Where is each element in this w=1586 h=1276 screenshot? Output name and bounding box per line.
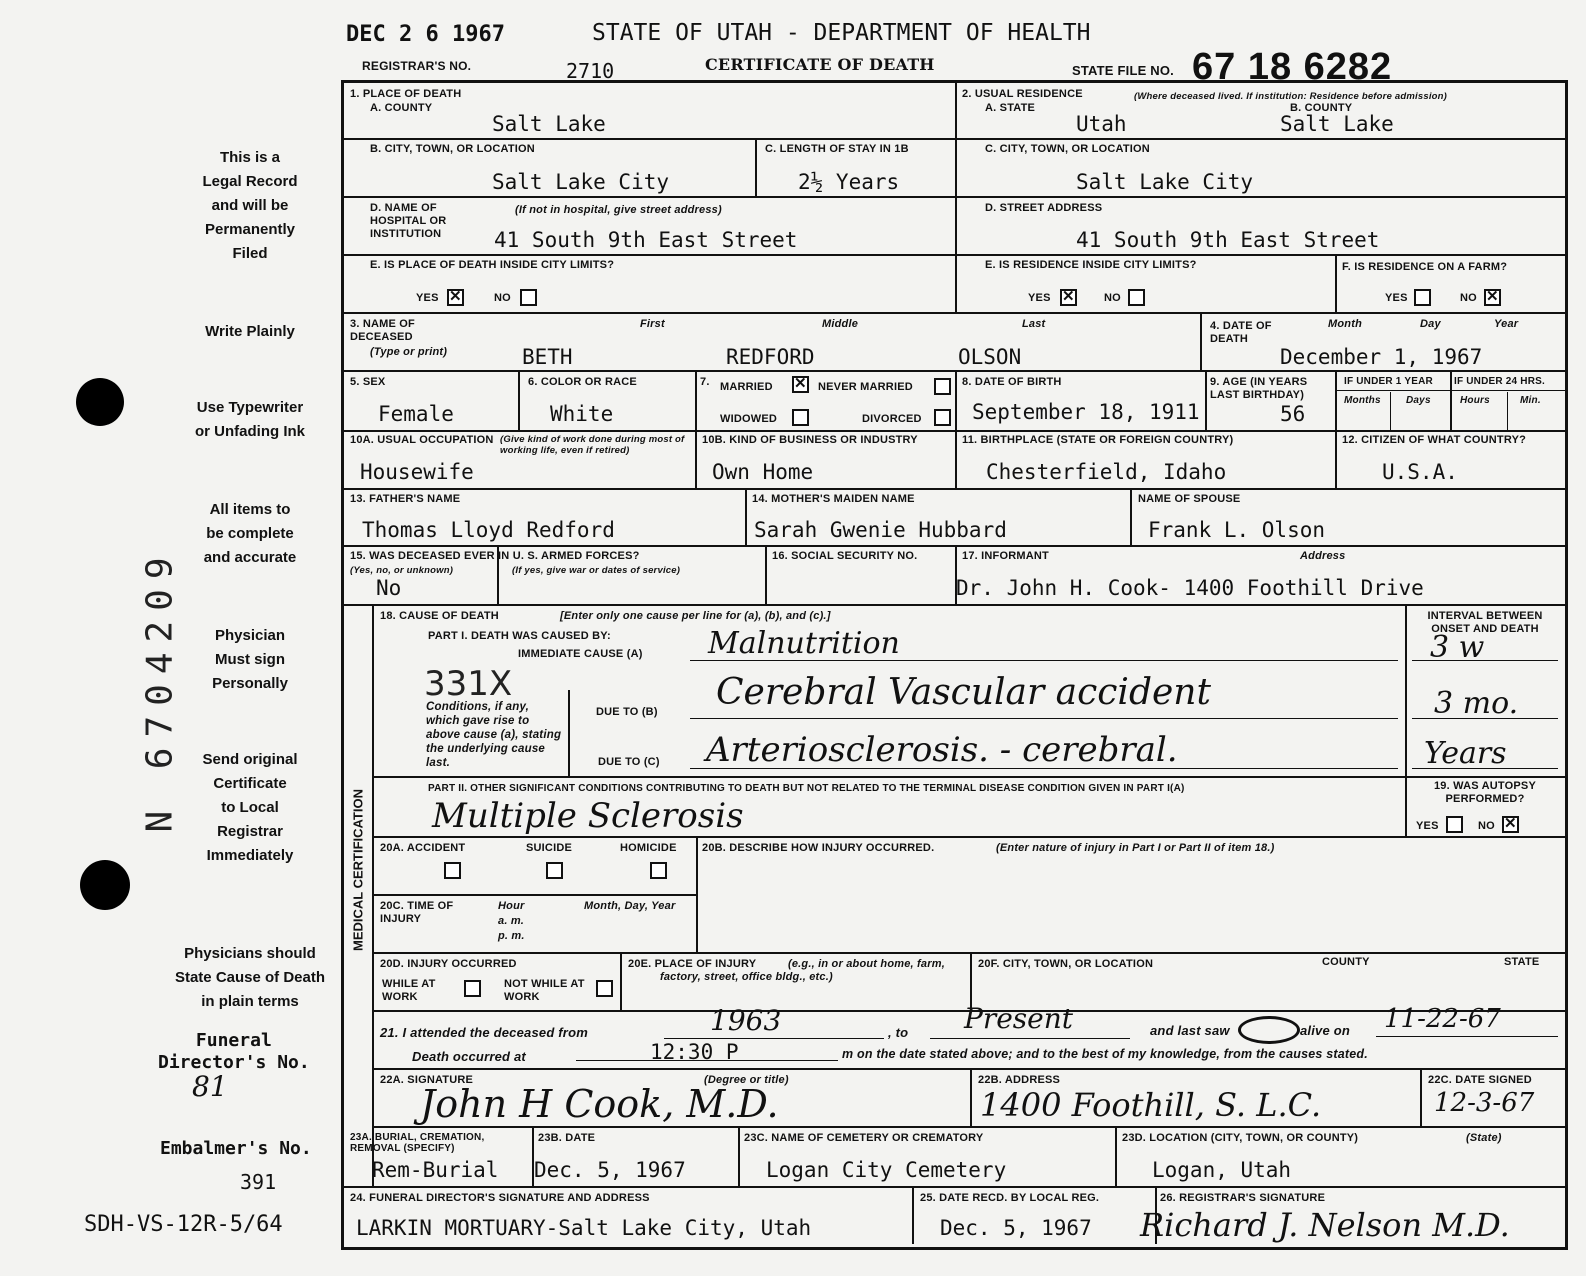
mother-label: 14. MOTHER'S MAIDEN NAME xyxy=(752,493,915,505)
cemetery-label: 23C. NAME OF CEMETERY OR CREMATORY xyxy=(744,1132,984,1144)
citizen: U.S.A. xyxy=(1382,460,1458,484)
res-inside-city-yes-checkbox[interactable] xyxy=(1060,289,1077,306)
marital-num-label: 7. xyxy=(700,376,710,388)
describe-injury-note: (Enter nature of injury in Part I or Part II of item 18.) xyxy=(996,842,1275,854)
injury-state-label: STATE xyxy=(1504,956,1540,968)
citizen-label: 12. CITIZEN OF WHAT COUNTRY? xyxy=(1342,434,1527,446)
sidebar-typewriter: Use Typewriter or Unfading Ink xyxy=(195,399,305,440)
state-file-label: STATE FILE NO. xyxy=(1072,63,1174,78)
yes-label: YES xyxy=(1416,820,1439,832)
am-label: a. m. xyxy=(498,915,525,927)
county-label: A. COUNTY xyxy=(370,102,433,114)
injury-city-label: 20F. CITY, TOWN, OR LOCATION xyxy=(978,958,1154,970)
suicide-checkbox[interactable] xyxy=(546,862,563,879)
date-stamp: DEC 2 6 1967 xyxy=(346,22,505,47)
armed-forces-label: 15. WAS DECEASED EVER IN U. S. ARMED FORCES? xyxy=(350,550,640,562)
married-label: MARRIED xyxy=(720,381,773,393)
race-label: 6. COLOR OR RACE xyxy=(528,376,637,388)
date-of-death: December 1, 1967 xyxy=(1280,345,1483,369)
death-city-label: B. CITY, TOWN, OR LOCATION xyxy=(370,143,535,155)
physician-signature: John H Cook, M.D. xyxy=(420,1082,779,1126)
sig-address-label: 22B. ADDRESS xyxy=(978,1074,1061,1086)
divorced-checkbox[interactable] xyxy=(934,409,951,426)
residence-street: 41 South 9th East Street xyxy=(1076,228,1380,252)
m-on-label: m on the date stated above; and to the best of my knowledge, from the causes stated. xyxy=(842,1047,1368,1061)
punch-hole-icon xyxy=(76,378,124,426)
cause-a: Malnutrition xyxy=(708,626,900,661)
homicide-checkbox[interactable] xyxy=(650,862,667,879)
death-inside-city-label: E. IS PLACE OF DEATH INSIDE CITY LIMITS? xyxy=(370,259,615,271)
funeral-director-sig-label: 24. FUNERAL DIRECTOR'S SIGNATURE AND ADDRESS xyxy=(350,1192,650,1204)
widowed-label: WIDOWED xyxy=(720,413,778,425)
death-inside-city-no-checkbox[interactable] xyxy=(520,289,537,306)
punch-hole-icon xyxy=(80,860,130,910)
due-to-c-label: DUE TO (C) xyxy=(598,756,660,768)
attended-to: Present xyxy=(964,1002,1074,1035)
death-county: Salt Lake xyxy=(492,112,606,136)
cause-b: Cerebral Vascular accident xyxy=(716,672,1211,713)
farm-yes-checkbox[interactable] xyxy=(1414,289,1431,306)
day-label: Day xyxy=(1420,318,1441,330)
date-of-birth: September 18, 1911 xyxy=(972,400,1200,424)
business: Own Home xyxy=(712,460,814,484)
occupation-label: 10A. USUAL OCCUPATION xyxy=(350,434,494,446)
registrar-sig-label: 26. REGISTRAR'S SIGNATURE xyxy=(1160,1192,1326,1204)
last-saw-label: and last saw xyxy=(1150,1023,1230,1038)
days-label: Days xyxy=(1406,395,1431,406)
hospital-label: D. NAME OF HOSPITAL OR INSTITUTION xyxy=(370,202,447,240)
cause-c: Arteriosclerosis. - cerebral. xyxy=(706,730,1178,770)
yes-label: YES xyxy=(1385,292,1408,304)
first-label: First xyxy=(640,318,665,330)
to-label: , to xyxy=(888,1025,909,1040)
suicide-label: SUICIDE xyxy=(526,842,573,854)
last-label: Last xyxy=(1022,318,1046,330)
res-inside-city-no-checkbox[interactable] xyxy=(1128,289,1145,306)
year-label: Year xyxy=(1494,318,1519,330)
attended-from: 1963 xyxy=(710,1004,782,1037)
farm-label: F. IS RESIDENCE ON A FARM? xyxy=(1342,261,1508,273)
occupation-note: (Give kind of work done during most of working life, even if retired) xyxy=(500,434,685,456)
homicide-label: HOMICIDE xyxy=(620,842,677,854)
due-to-b-label: DUE TO (B) xyxy=(596,706,658,718)
not-while-at-work-checkbox[interactable] xyxy=(596,980,613,997)
part2-conditions: Multiple Sclerosis xyxy=(432,796,744,836)
state-label: A. STATE xyxy=(985,102,1036,114)
father-label: 13. FATHER'S NAME xyxy=(350,493,461,505)
occupation: Housewife xyxy=(360,460,474,484)
place-injury-note: (e.g., in or about home, farm, factory, street, office bldg., etc.) xyxy=(660,958,945,983)
sidebar-write-plainly: Write Plainly xyxy=(205,323,295,340)
cause-of-death-label: 18. CAUSE OF DEATH xyxy=(380,610,499,622)
funeral-director-label: Funeral Director's No. xyxy=(158,1030,310,1073)
married-checkbox[interactable] xyxy=(792,376,809,393)
no-label: NO xyxy=(494,292,511,304)
yes-label: YES xyxy=(1028,292,1051,304)
degree-label: (Degree or title) xyxy=(704,1074,789,1086)
min-label: Min. xyxy=(1520,395,1541,406)
length-of-stay: 2½ Years xyxy=(798,170,900,194)
interval-b: 3 mo. xyxy=(1434,686,1519,721)
signature-label: 22A. SIGNATURE xyxy=(380,1074,474,1086)
middle-label: Middle xyxy=(822,318,859,330)
interval-c: Years xyxy=(1424,736,1507,771)
armed-note-1: (Yes, no, or unknown) xyxy=(350,565,454,576)
ssn-label: 16. SOCIAL SECURITY NO. xyxy=(772,550,918,562)
never-married-checkbox[interactable] xyxy=(934,378,951,395)
burial-location-label: 23D. LOCATION (CITY, TOWN, OR COUNTY) xyxy=(1122,1132,1359,1144)
mdy-label: Month, Day, Year xyxy=(584,900,676,912)
cause-note: [Enter only one cause per line for (a), (b), and (c).] xyxy=(560,610,831,622)
date-received: Dec. 5, 1967 xyxy=(940,1216,1092,1240)
res-city-label: C. CITY, TOWN, OR LOCATION xyxy=(985,143,1150,155)
cause-code: 331X xyxy=(424,664,513,704)
informant: Dr. John H. Cook- 1400 Foothill Drive xyxy=(956,576,1424,600)
while-at-work-label: WHILE AT WORK xyxy=(382,978,436,1003)
date-of-death-label: 4. DATE OF DEATH xyxy=(1210,320,1272,345)
sidebar-send-original: Send original Certificate to Local Registrar Immediately xyxy=(202,751,298,864)
sex-label: 5. SEX xyxy=(350,376,386,388)
race: White xyxy=(550,402,614,426)
sidebar-legal-record: This is a Legal Record and will be Permanently Filed xyxy=(202,149,298,262)
while-at-work-checkbox[interactable] xyxy=(464,980,481,997)
embalmer-label: Embalmer's No. xyxy=(160,1138,312,1159)
no-label: NO xyxy=(1460,292,1477,304)
autopsy-yes-checkbox[interactable] xyxy=(1446,816,1463,833)
hospital-note: (If not in hospital, give street address) xyxy=(515,204,722,216)
under-1-year-label: IF UNDER 1 YEAR xyxy=(1344,376,1433,387)
accident-label: 20A. ACCIDENT xyxy=(380,842,466,854)
mother-name: Sarah Gwenie Hubbard xyxy=(754,518,1007,542)
residence-city: Salt Lake City xyxy=(1076,170,1254,194)
embalmer-no: 391 xyxy=(240,1170,277,1194)
spouse-label: NAME OF SPOUSE xyxy=(1138,493,1241,505)
month-label: Month xyxy=(1328,318,1362,330)
place-of-death-label: 1. PLACE OF DEATH xyxy=(350,88,462,100)
widowed-checkbox[interactable] xyxy=(792,409,809,426)
sidebar-physicians-should: Physicians should State Cause of Death in plain terms xyxy=(174,945,326,1010)
business-label: 10B. KIND OF BUSINESS OR INDUSTRY xyxy=(702,434,918,446)
dob-label: 8. DATE OF BIRTH xyxy=(962,376,1062,388)
part2-label: PART II. OTHER SIGNIFICANT CONDITIONS CONTRIBUTING TO DEATH BUT NOT RELATED TO THE TERMINAL DISEASE CONDITION GIVEN IN PART I(A) xyxy=(428,783,1185,794)
death-inside-city-yes-checkbox[interactable] xyxy=(447,289,464,306)
never-married-label: NEVER MARRIED xyxy=(818,381,913,393)
medical-certification-label: MEDICAL CERTIFICATION xyxy=(350,788,366,952)
armed-forces: No xyxy=(376,576,402,600)
time-injury-label: 20C. TIME OF INJURY xyxy=(380,900,454,925)
informant-label: 17. INFORMANT xyxy=(962,550,1049,562)
informant-address-label: Address xyxy=(1300,550,1346,562)
residence-county: Salt Lake xyxy=(1280,112,1394,136)
vertical-serial-number: N 6704209 xyxy=(139,547,181,833)
father-name: Thomas Lloyd Redford xyxy=(362,518,615,542)
injury-occurred-label: 20D. INJURY OCCURRED xyxy=(380,958,517,970)
interval-a: 3 w xyxy=(1430,630,1485,665)
hours-label: Hours xyxy=(1460,395,1490,406)
death-occurred-label: Death occurred at xyxy=(412,1049,526,1064)
sidebar-physician-sign: Physician Must sign Personally xyxy=(212,627,288,692)
months-label: Months xyxy=(1344,395,1381,406)
name-label: 3. NAME OF DECEASED xyxy=(350,318,415,343)
death-city: Salt Lake City xyxy=(492,170,670,194)
alive-on-label: alive on xyxy=(1300,1023,1351,1038)
burial-state-label: (State) xyxy=(1466,1132,1502,1144)
street-address-label: D. STREET ADDRESS xyxy=(985,202,1103,214)
usual-residence-note: (Where deceased lived. If institution: Residence before admission) xyxy=(1134,91,1448,102)
autopsy-label: 19. WAS AUTOPSY PERFORMED? xyxy=(1433,780,1537,805)
yes-label: YES xyxy=(416,292,439,304)
date-signed-label: 22C. DATE SIGNED xyxy=(1428,1074,1532,1086)
pm-label: p. m. xyxy=(498,930,525,942)
type-print-note: (Type or print) xyxy=(370,346,448,358)
spouse-name: Frank L. Olson xyxy=(1148,518,1326,542)
burial-location: Logan, Utah xyxy=(1152,1158,1292,1182)
birthplace: Chesterfield, Idaho xyxy=(986,460,1227,484)
sidebar-items-complete: All items to be complete and accurate xyxy=(203,501,297,566)
funeral-home: LARKIN MORTUARY-Salt Lake City, Utah xyxy=(356,1216,812,1240)
burial-label: 23A. BURIAL, CREMATION, REMOVAL (SPECIFY) xyxy=(350,1132,485,1154)
conditions-note: Conditions, if any, which gave rise to above cause (a), stating the underlying cause last. xyxy=(426,701,562,769)
hour-label: Hour xyxy=(498,900,525,912)
first-name: BETH xyxy=(522,345,573,369)
age: 56 xyxy=(1280,402,1306,426)
farm-no-checkbox[interactable] xyxy=(1484,289,1501,306)
length-of-stay-label: C. LENGTH OF STAY IN 1B xyxy=(765,143,909,155)
certificate-title: CERTIFICATE OF DEATH xyxy=(705,55,935,74)
birthplace-label: 11. BIRTHPLACE (STATE OR FOREIGN COUNTRY) xyxy=(962,434,1234,446)
describe-injury-label: 20B. DESCRIBE HOW INJURY OCCURRED. xyxy=(702,842,935,854)
date-signed: 12-3-67 xyxy=(1434,1088,1535,1118)
attended-label: 21. I attended the deceased from xyxy=(380,1025,588,1040)
age-label: 9. AGE (IN YEARS LAST BIRTHDAY) xyxy=(1210,376,1308,401)
hospital-address: 41 South 9th East Street xyxy=(494,228,798,252)
under-24-hrs-label: IF UNDER 24 HRS. xyxy=(1454,376,1545,387)
form-number: SDH-VS-12R-5/64 xyxy=(84,1212,283,1237)
state-file-number: 67 18 6282 xyxy=(1192,46,1393,88)
burial: Rem-Burial xyxy=(372,1158,499,1182)
funeral-director-no: 81 xyxy=(192,1070,228,1103)
accident-checkbox[interactable] xyxy=(444,862,461,879)
burial-date-label: 23B. DATE xyxy=(538,1132,596,1144)
usual-residence-label: 2. USUAL RESIDENCE xyxy=(962,88,1083,100)
immediate-cause-label: IMMEDIATE CAUSE (A) xyxy=(518,648,643,660)
place-injury-label: 20E. PLACE OF INJURY xyxy=(628,958,757,970)
burial-date: Dec. 5, 1967 xyxy=(534,1158,686,1182)
no-label: NO xyxy=(1478,820,1495,832)
registrar-signature: Richard J. Nelson M.D. xyxy=(1140,1206,1510,1244)
registrar-no-label: REGISTRAR'S NO. xyxy=(362,59,472,73)
interval-label: INTERVAL BETWEEN ONSET AND DEATH xyxy=(1427,610,1543,635)
department-title: STATE OF UTAH - DEPARTMENT OF HEALTH xyxy=(592,20,1091,46)
registrar-no: 2710 xyxy=(566,59,615,83)
autopsy-no-checkbox[interactable] xyxy=(1502,816,1519,833)
cemetery: Logan City Cemetery xyxy=(766,1158,1007,1182)
last-name: OLSON xyxy=(958,345,1022,369)
part1-label: PART I. DEATH WAS CAUSED BY: xyxy=(428,630,611,642)
residence-state: Utah xyxy=(1076,112,1127,136)
death-time: 12:30 P xyxy=(650,1040,739,1064)
middle-name: REDFORD xyxy=(726,345,815,369)
armed-note-2: (If yes, give war or dates of service) xyxy=(512,565,681,576)
date-received-label: 25. DATE RECD. BY LOCAL REG. xyxy=(920,1192,1100,1204)
no-label: NO xyxy=(1104,292,1121,304)
physician-address: 1400 Foothill, S. L.C. xyxy=(980,1086,1322,1124)
injury-county-label: COUNTY xyxy=(1322,956,1370,968)
her-circled-icon xyxy=(1238,1016,1300,1044)
sex: Female xyxy=(378,402,454,426)
not-while-at-work-label: NOT WHILE AT WORK xyxy=(504,978,585,1003)
res-inside-city-label: E. IS RESIDENCE INSIDE CITY LIMITS? xyxy=(985,259,1197,271)
res-county-label: B. COUNTY xyxy=(1290,102,1353,114)
divorced-label: DIVORCED xyxy=(862,413,922,425)
alive-on-date: 11-22-67 xyxy=(1384,1004,1501,1034)
